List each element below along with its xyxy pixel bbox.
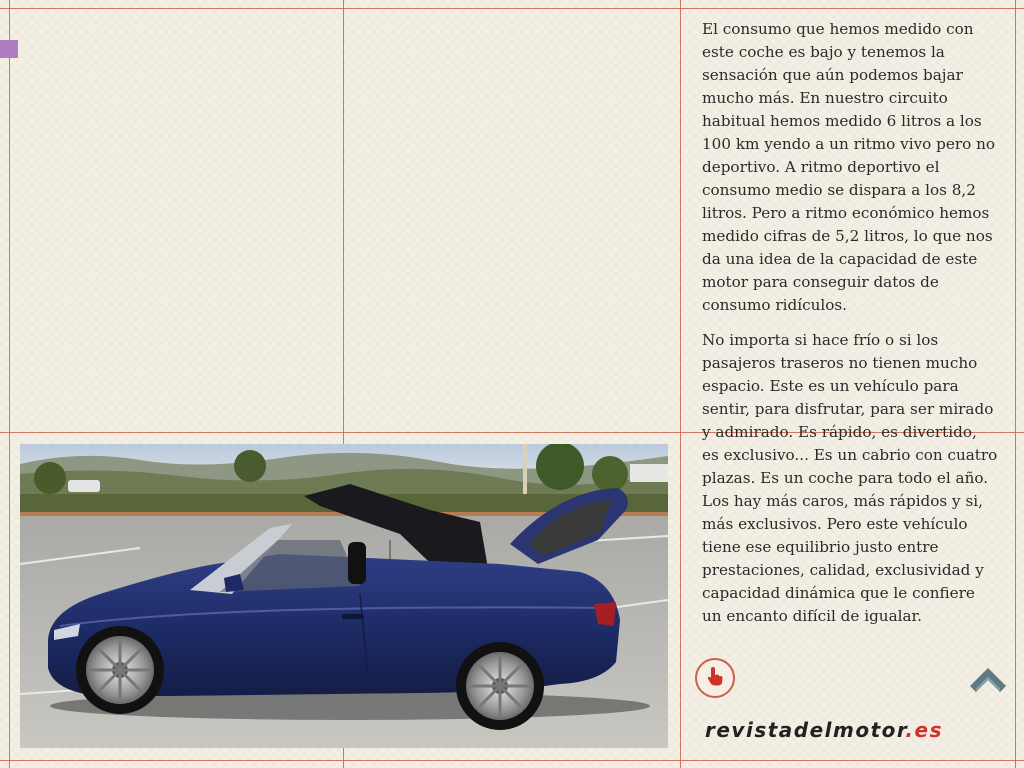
article-paragraph: No importa si hace frío o si los pasajeros traseros no tienen mucho espacio. Este es un vehículo para sentir, para disfrutar, para ser mirado y admirado. Es rápido, es divertido, es exclusivo... Es un cabrio con cuatro plazas. Es un coche para todo el año. Los hay más caros, más rápidos y si, más exclusivos. Pero este vehículo tiene ese equilibrio justo entre prestaciones, calidad, exclusividad y capacidad dinámica que le confiere un encanto difícil de igualar.	[702, 331, 998, 625]
guide-line	[0, 8, 1024, 9]
hand-pointer-icon	[704, 665, 726, 691]
guide-line	[1015, 0, 1016, 768]
chevron-up-icon	[968, 679, 1008, 698]
guide-line	[680, 0, 681, 768]
article-text	[702, 18, 998, 640]
car-photo	[20, 444, 668, 748]
brand-logo	[705, 718, 1005, 748]
scroll-up-button[interactable]	[968, 664, 1008, 694]
brand-name: revistadelmotor	[705, 718, 906, 742]
guide-line	[9, 0, 10, 768]
interaction-hand-button[interactable]	[695, 658, 735, 698]
brand-tld: .es	[905, 718, 943, 742]
article-paragraph: El consumo que hemos medido con este coche es bajo y tenemos la sensación que aún podemos bajar mucho más. En nuestro circuito habitual hemos medido 6 litros a los 100 km yendo a un ritmo vivo pero no deportivo. A ritmo deportivo el consumo medio se dispara a los 8,2 litros. Pero a ritmo económico hemos medido cifras de 5,2 litros, lo que nos da una idea de la capacidad de este motor para conseguir datos de consumo ridículos.	[702, 20, 996, 314]
guide-line	[0, 760, 1024, 761]
page-tab-marker[interactable]	[0, 40, 18, 58]
